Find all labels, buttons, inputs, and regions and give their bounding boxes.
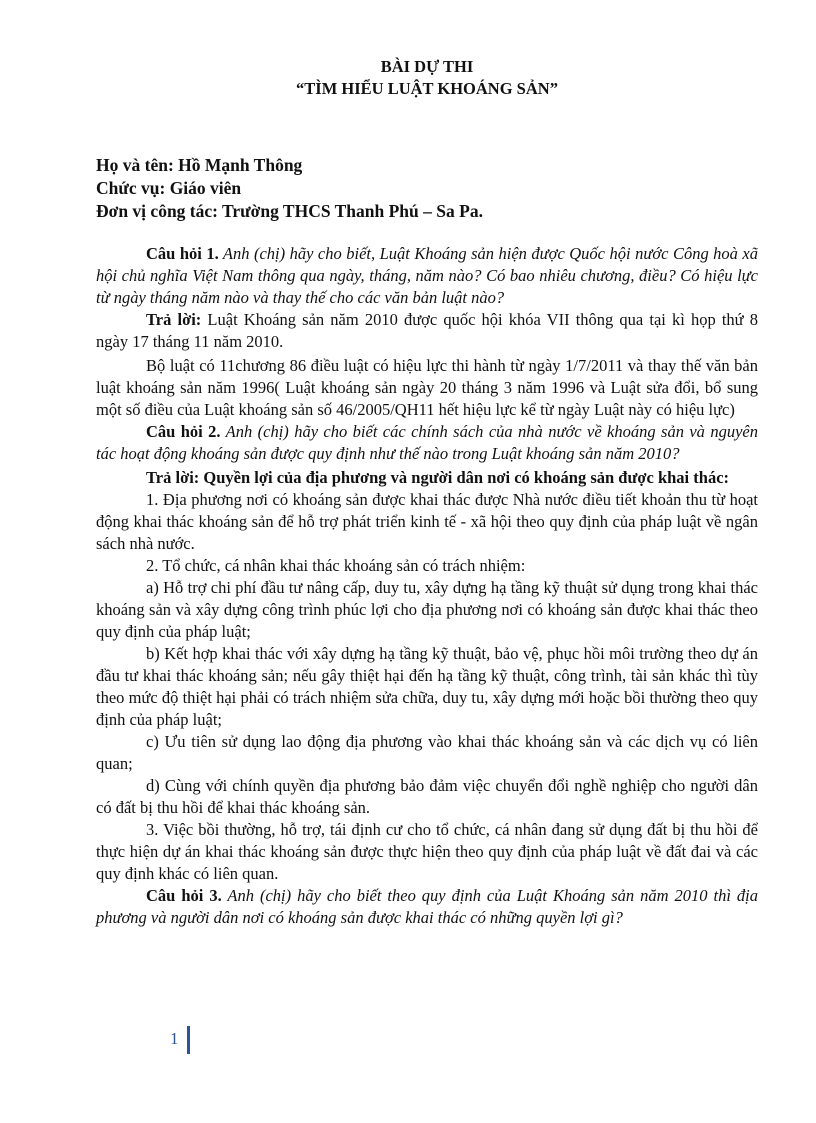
document-page bbox=[96, 56, 758, 929]
question-1-text: Anh (chị) hãy cho biết, Luật Khoáng sản hiện được Quốc hội nước Công hoà xã hội chủ nghĩa Việt Nam thông qua ngày, tháng, năm nào? Có bao nhiêu chương, điều? Có hiệu lực từ ngày tháng năm nào và thay thế cho các văn bản luật nào? bbox=[96, 244, 758, 307]
question-3 bbox=[96, 885, 758, 929]
answer-1 bbox=[96, 309, 758, 353]
answer-2-item-3: 3. Việc bồi thường, hỗ trợ, tái định cư cho tổ chức, cá nhân đang sử dụng đất bị thu hồi để thực hiện dự án khai thác khoáng sản được thực hiện theo quy định của pháp luật về đất đai và các quy định khác có liên quan. bbox=[96, 820, 758, 883]
author-workplace: Đơn vị công tác: Trường THCS Thanh Phú – Sa Pa. bbox=[96, 201, 483, 221]
question-1-label: Câu hỏi 1. bbox=[146, 244, 219, 263]
answer-1-label: Trả lời: bbox=[146, 310, 202, 329]
answer-2-item-c: c) Ưu tiên sử dụng lao động địa phương vào khai thác khoáng sản và các dịch vụ có liên quan; bbox=[96, 732, 758, 773]
author-position: Chức vụ: Giáo viên bbox=[96, 178, 242, 198]
page-number: 1 bbox=[170, 1029, 179, 1048]
question-2 bbox=[96, 421, 758, 465]
answer-1-paragraph-2: Bộ luật có 11chương 86 điều luật có hiệu lực thi hành từ ngày 1/7/2011 và thay thế văn bản luật khoáng sản năm 1996( Luật khoáng sản ngày 20 tháng 3 năm 1996 và Luật sửa đổi, bổ sung một số điều của Luật khoáng sản số 46/2005/QH11 hết hiệu lực kể từ ngày Luật này có hiệu lực) bbox=[96, 356, 758, 419]
answer-2-item-1: 1. Địa phương nơi có khoáng sản được khai thác được Nhà nước điều tiết khoản thu từ hoạt động khai thác khoáng sản để hỗ trợ phát triển kinh tế - xã hội theo quy định của pháp luật về ngân sách nhà nước. bbox=[96, 490, 758, 553]
question-2-text: Anh (chị) hãy cho biết các chính sách của nhà nước về khoáng sản và nguyên tác hoạt động khoáng sản được quy định như thế nào trong Luật khoáng sản năm 2010? bbox=[96, 422, 758, 463]
answer-2-item-b: b) Kết hợp khai thác với xây dựng hạ tầng kỹ thuật, bảo vệ, phục hồi môi trường theo dự án đầu tư khai thác khoáng sản; nếu gây thiệt hại đến hạ tầng kỹ thuật, công trình, tài sản khác thì tùy theo mức độ thiệt hại phải có trách nhiệm sửa chữa, duy tu, xây dựng mới hoặc bồi thường theo quy định của pháp luật; bbox=[96, 644, 758, 729]
author-name: Họ và tên: Hồ Mạnh Thông bbox=[96, 155, 303, 175]
question-3-label: Câu hỏi 3. bbox=[146, 886, 222, 905]
question-2-label: Câu hỏi 2. bbox=[146, 422, 221, 441]
question-1 bbox=[96, 243, 758, 309]
answer-2-item-2: 2. Tổ chức, cá nhân khai thác khoáng sản có trách nhiệm: bbox=[146, 556, 526, 575]
answer-2-label: Trả lời: Quyền lợi của địa phương và người dân nơi có khoáng sản được khai thác: bbox=[146, 468, 730, 487]
answer-2-item-d: d) Cùng với chính quyền địa phương bảo đảm việc chuyển đổi nghề nghiệp cho người dân có đất bị thu hồi để khai thác khoáng sản. bbox=[96, 776, 758, 817]
title-line-2: “TÌM HIỂU LUẬT KHOÁNG SẢN” bbox=[296, 79, 558, 98]
page-number-bar bbox=[187, 1026, 190, 1054]
answer-1-text: Luật Khoáng sản năm 2010 được quốc hội khóa VII thông qua tại kì họp thứ 8 ngày 17 tháng 11 năm 2010. bbox=[96, 310, 758, 351]
title-line-1: BÀI DỰ THI bbox=[380, 57, 474, 76]
question-3-text: Anh (chị) hãy cho biết theo quy định của Luật Khoáng sản năm 2010 thì địa phương và người dân nơi có khoáng sản được khai thác có những quyền lợi gì? bbox=[96, 886, 759, 927]
answer-2-heading bbox=[96, 467, 758, 489]
answer-2-item-a: a) Hỗ trợ chi phí đầu tư nâng cấp, duy tu, xây dựng hạ tầng kỹ thuật sử dụng trong khai thác khoáng sản và xây dựng công trình phúc lợi cho địa phương nơi có khoáng sản được khai thác theo quy định của pháp luật; bbox=[96, 578, 758, 641]
